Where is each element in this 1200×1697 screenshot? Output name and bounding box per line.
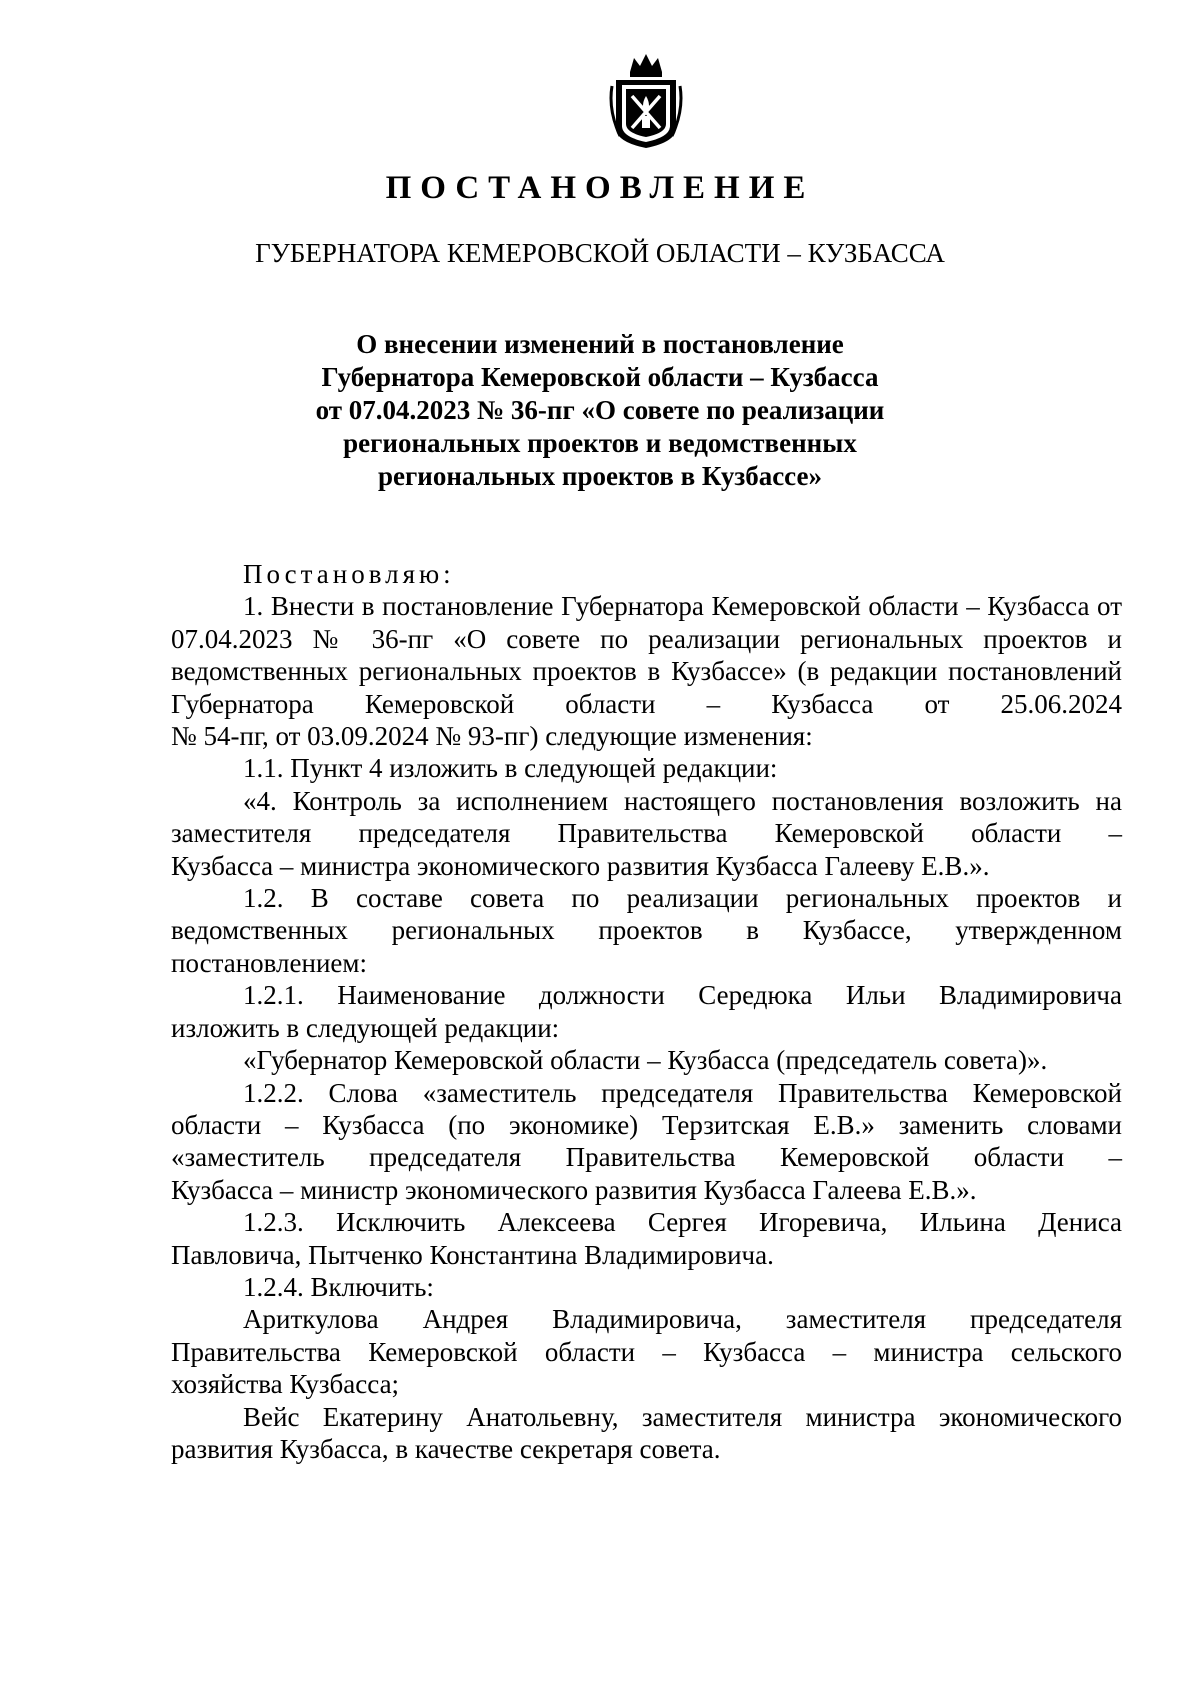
document-type: ПОСТАНОВЛЕНИЕ (385, 170, 815, 206)
item-1-2-4-b-tail: развития Кузбасса, в качестве секретаря совета. (171, 1433, 721, 1464)
item-1-2-3-tail: Павловича, Пытченко Константина Владимировича. (171, 1239, 774, 1270)
item-1-2-4-a-tail: хозяйства Кузбасса; (171, 1369, 400, 1400)
item-1-2-1-text: «Губернатор Кемеровской области – Кузбасса (председатель совета)». (243, 1045, 1048, 1076)
item-1-2-4-b: Вейс Екатерину Анатольевну, заместителя министра экономического (243, 1401, 1122, 1432)
decree-paragraph (171, 558, 1122, 590)
title-line: региональных проектов в Кузбассе» (378, 461, 822, 491)
title-line: от 07.04.2023 № 36-пг «О совете по реализации (315, 395, 885, 425)
item-1-1: 1.1. Пункт 4 изложить в следующей редакции: (243, 753, 778, 784)
item-1-2-1-tail: изложить в следующей редакции: (171, 1012, 560, 1043)
item-1-2-4: 1.2.4. Включить: (243, 1271, 434, 1302)
item-1: 1. Внести в постановление Губернатора Кемеровской области – Кузбасса от 07.04.2023 № 36-пг «О совете по реализации региональных проектов и ведомственных региональных проектов в Кузбассе» (в редакции постановлений Губернатора Кемеровской области – Кузбасса от 25.06.2024 (171, 591, 1122, 719)
item-1-2: 1.2. В составе совета по реализации региональных проектов и ведомственных региональных проектов в Кузбассе, утвержденном (171, 883, 1122, 946)
item-1-2-1: 1.2.1. Наименование должности Середюка Ильи Владимировича (243, 980, 1122, 1011)
item-1-2-4-a: Ариткулова Андрея Владимировича, заместителя председателя Правительства Кемеровской области – Кузбасса – министра сельского (171, 1304, 1122, 1367)
document-body (171, 558, 1122, 1465)
title-line: региональных проектов и ведомственных (343, 428, 857, 458)
item-1-2-2-tail: Кузбасса – министр экономического развития Кузбасса Галеева Е.В.». (171, 1174, 977, 1205)
issuer-line: ГУБЕРНАТОРА КЕМЕРОВСКОЙ ОБЛАСТИ – КУЗБАССА (255, 238, 945, 268)
item-1-1-text-tail: Кузбасса – министра экономического развития Кузбасса Галееву Е.В.». (171, 850, 990, 881)
document-title (0, 328, 1200, 493)
item-1-2-3: 1.2.3. Исключить Алексеева Сергея Игоревича, Ильина Дениса (243, 1207, 1122, 1238)
item-1-2-2: 1.2.2. Слова «заместитель председателя Правительства Кемеровской области – Кузбасса (по экономике) Терзитская Е.В.» заменить словами «заместитель председателя Правительства Кемеровской области – (171, 1077, 1122, 1173)
kuzbass-coat-of-arms-icon (608, 50, 684, 150)
title-line: О внесении изменений в постановление (356, 329, 844, 359)
title-line: Губернатора Кемеровской области – Кузбасса (321, 362, 879, 392)
decree-word: Постановляю: (243, 559, 455, 589)
item-1-1-text: «4. Контроль за исполнением настоящего постановления возложить на заместителя председателя Правительства Кемеровской области – (171, 785, 1122, 849)
item-1-2-tail: постановлением: (171, 947, 367, 978)
item-1-tail: № 54-пг, от 03.09.2024 № 93-пг) следующие изменения: (171, 721, 813, 752)
